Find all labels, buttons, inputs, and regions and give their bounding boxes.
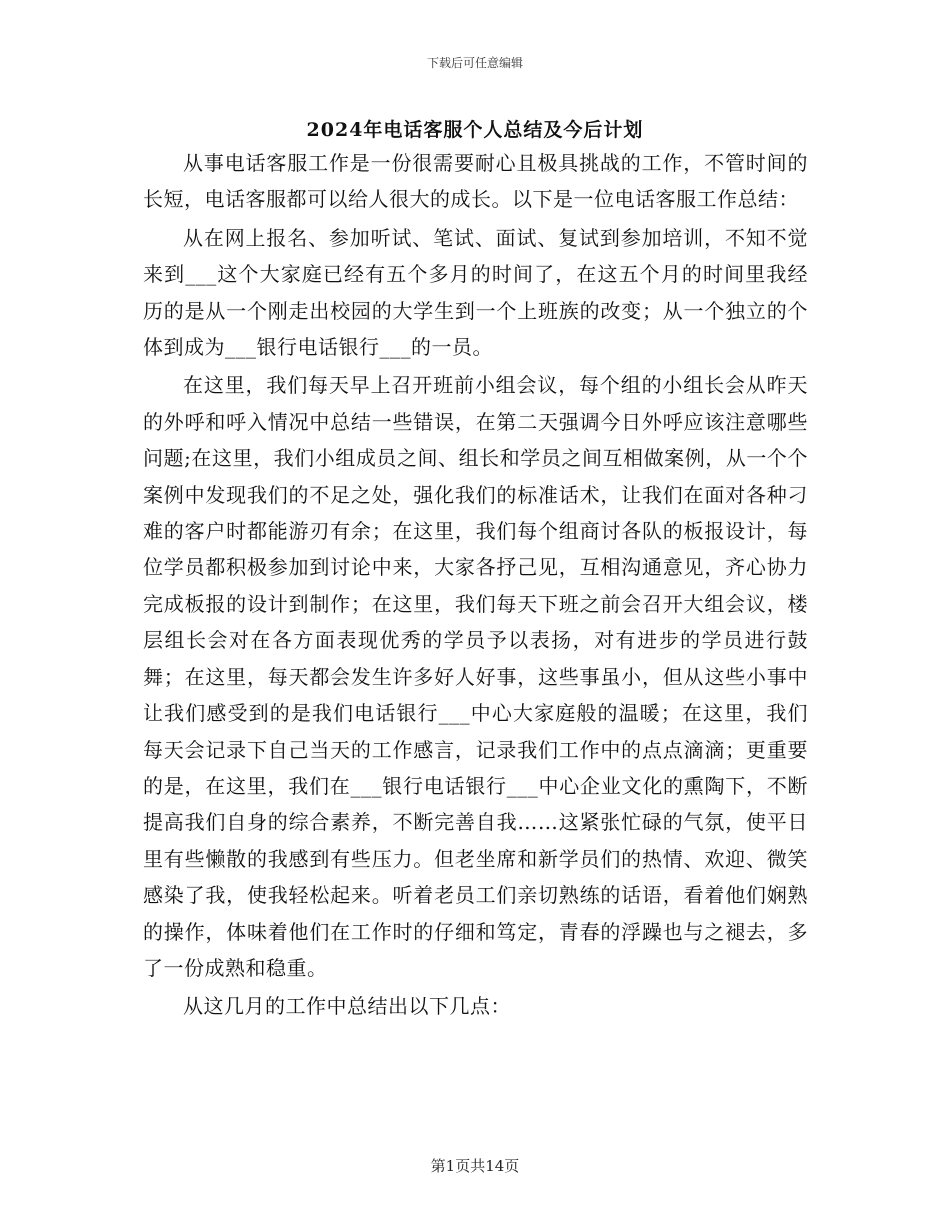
header-note: 下载后可任意编辑 xyxy=(426,56,523,70)
page-number: 第1页共14页 xyxy=(430,1157,520,1175)
paragraph-experience: 从在网上报名、参加听试、笔试、面试、复试到参加培训，不知不觉来到___这个大家庭已经有五个多月的时间了，在这五个月的时间里我经历的是从一个刚走出校园的大学生到一个上班族的改变；从一个独立的个体到成为___银行电话银行___的一员。 xyxy=(143,225,808,360)
paragraph-intro: 从事电话客服工作是一份很需要耐心且极具挑战的工作，不管时间的长短，电话客服都可以给人很大的成长。以下是一位电话客服工作总结： xyxy=(143,151,808,212)
paragraph-summary-lead: 从这几月的工作中总结出以下几点： xyxy=(183,994,511,1019)
paragraph-daily-work: 在这里，我们每天早上召开班前小组会议，每个组的小组长会从昨天的外呼和呼入情况中总结一些错误，在第二天强调今日外呼应该注意哪些问题;在这里，我们小组成员之间、组长和学员之间互相做案例，从一个个案例中发现我们的不足之处，强化我们的标准话术，让我们在面对各种刁难的客户时都能游刃有余；在这里，我们每个组商讨各队的板报设计，每位学员都积极参加到讨论中来，大家各抒己见，互相沟通意见，齐心协力完成板报的设计到制作；在这里，我们每天下班之前会召开大组会议，楼层组长会对在各方面表现优秀的学员予以表扬，对有进步的学员进行鼓舞；在这里，每天都会发生许多好人好事，这些事虽小，但从这些小事中让我们感受到的是我们电话银行___中心大家庭般的温暖；在这里，我们每天会记录下自己当天的工作感言，记录我们工作中的点点滴滴；更重要的是，在这里，我们在___银行电话银行___中心企业文化的熏陶下，不断提高我们自身的综合素养，不断完善自我……这紧张忙碌的气氛，使平日里有些懒散的我感到有些压力。但老坐席和新学员们的热情、欢迎、微笑感染了我，使我轻松起来。听着老员工们亲切熟练的话语，看着他们娴熟的操作，体味着他们在工作时的仔细和笃定，青春的浮躁也与之褪去，多了一份成熟和稳重。 xyxy=(143,373,808,980)
document-body xyxy=(143,145,808,1027)
document-title: 2024年电话客服个人总结及今后计划 xyxy=(306,119,644,141)
